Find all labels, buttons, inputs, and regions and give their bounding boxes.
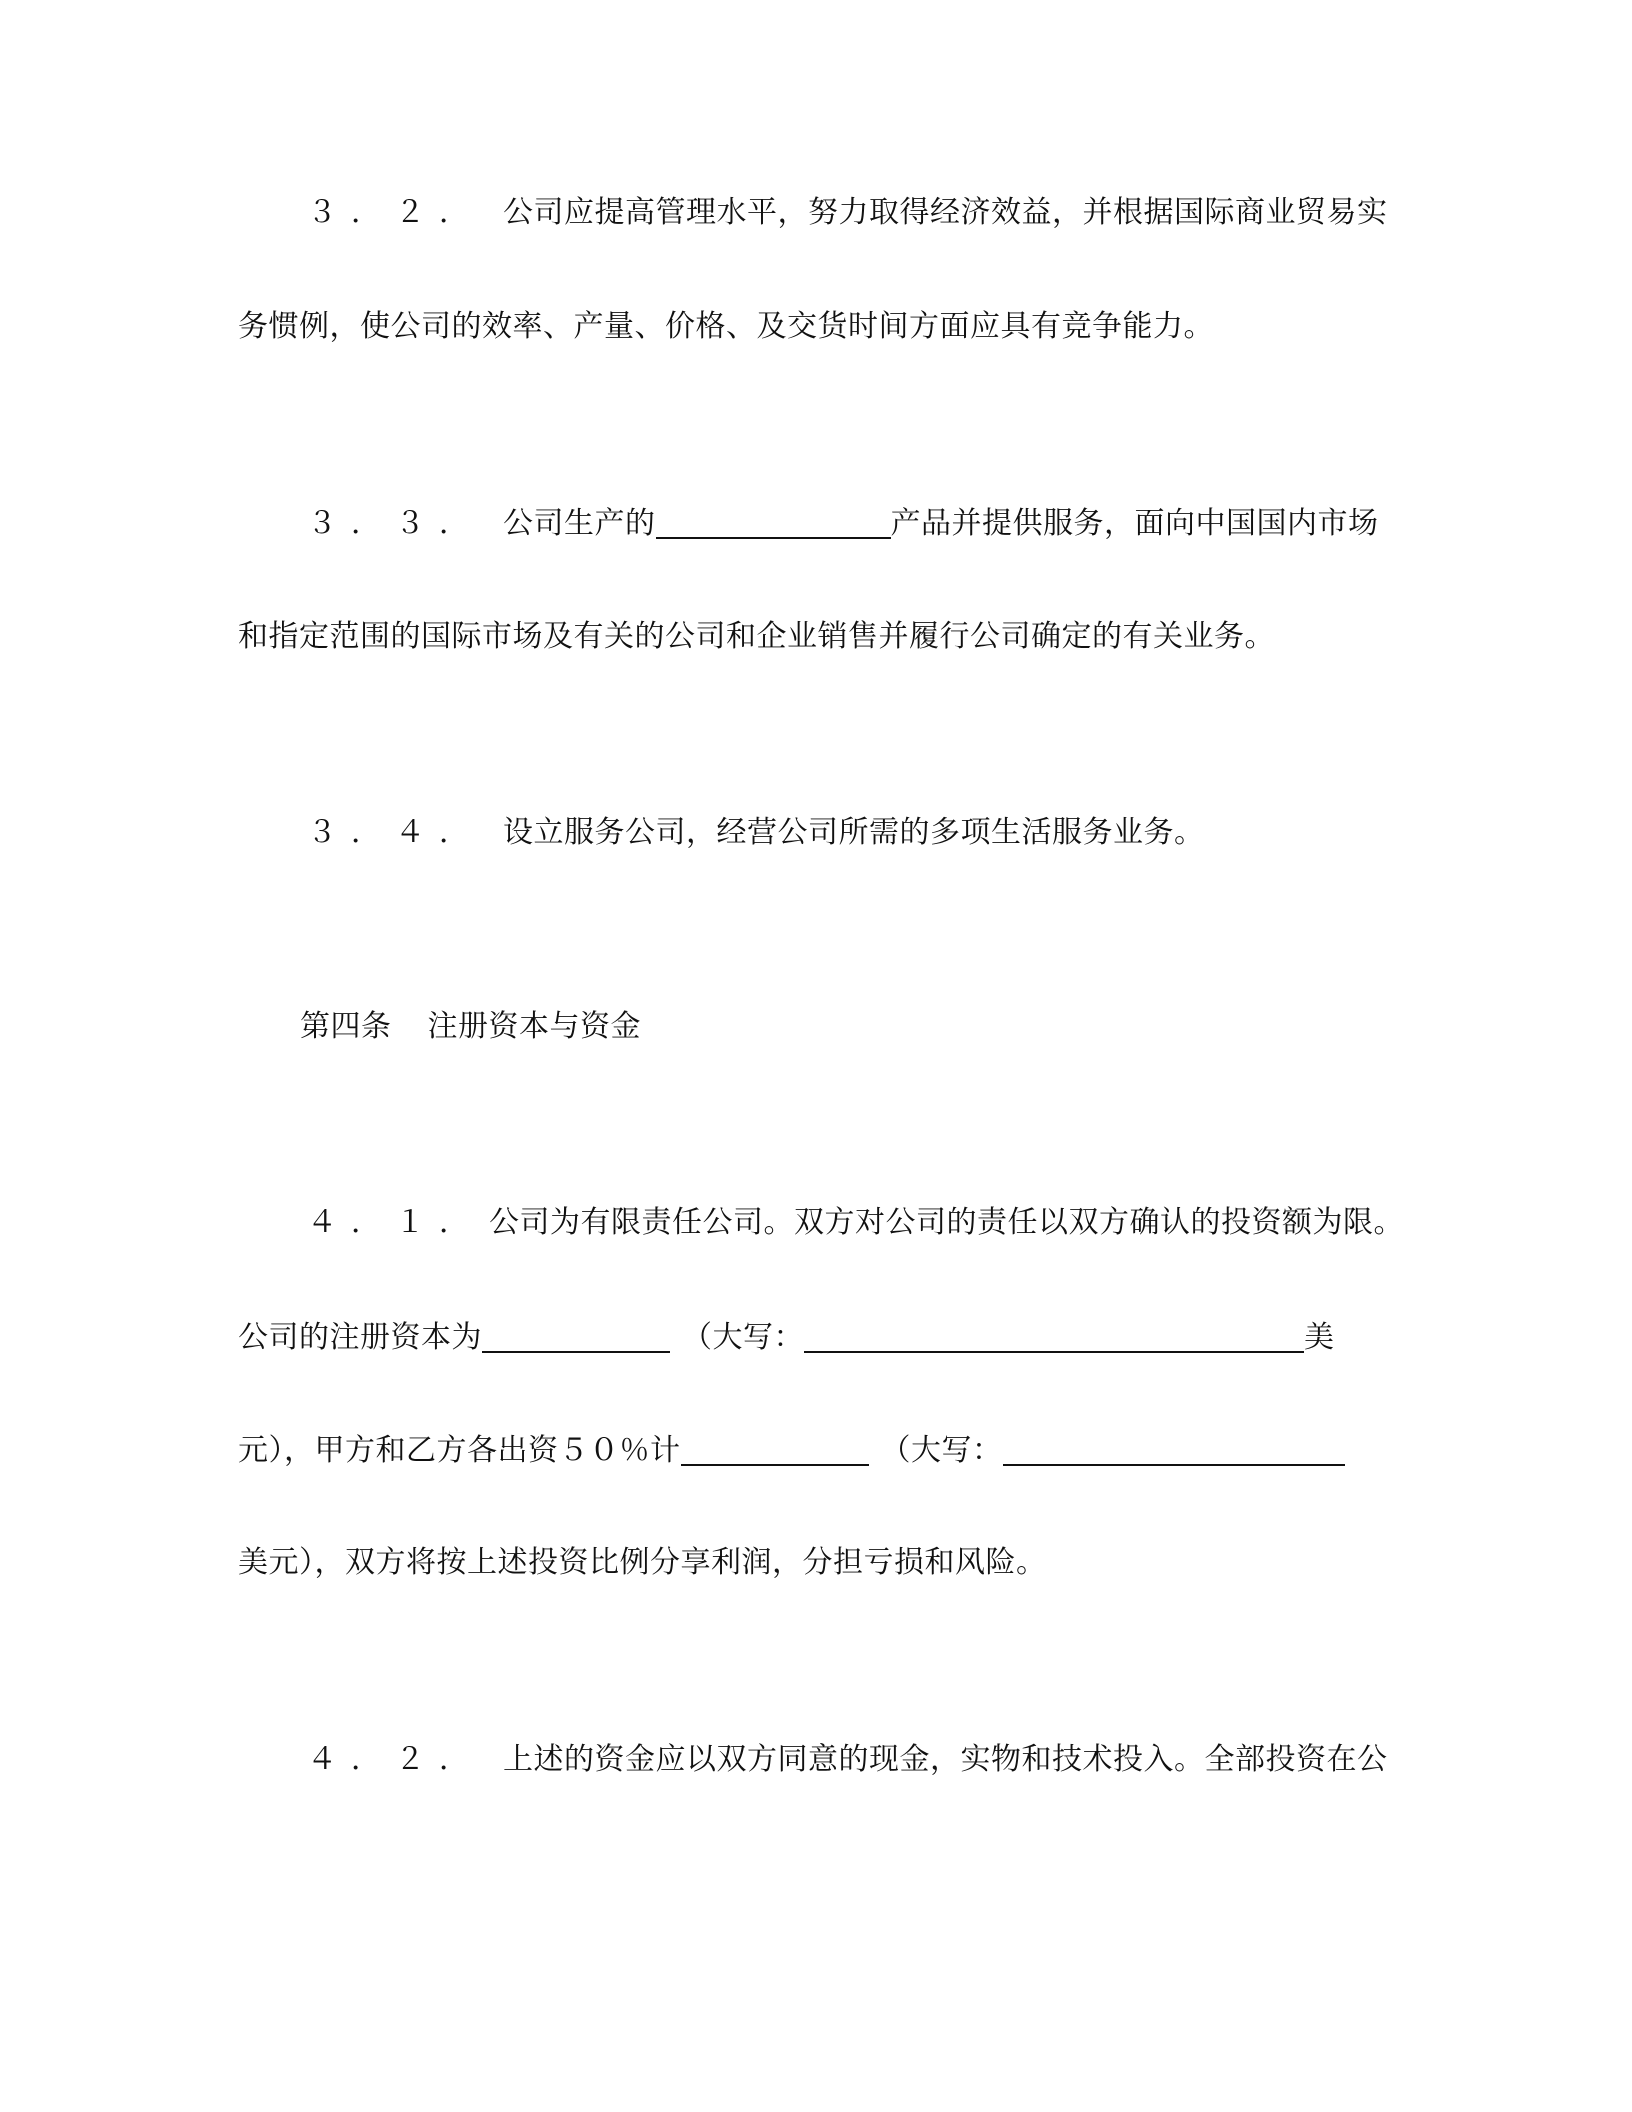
clause-text: 公司生产的 [503, 506, 656, 541]
clause-text: 美元），双方将按上述投资比例分享利润，分担亏损和风险。 [238, 1545, 1047, 1580]
clause-text: 产品并提供服务，面向中国国内市场 [890, 506, 1379, 541]
clause-text: 设立服务公司，经营公司所需的多项生活服务业务。 [503, 815, 1205, 850]
clause-text: 和指定范围的国际市场及有关的公司和企业销售并履行公司确定的有关业务。 [238, 619, 1275, 654]
article-number: 第四条 [300, 1009, 392, 1044]
clause-text: 公司为有限责任公司。双方对公司的责任以双方确认的投资额为限。 [489, 1205, 1404, 1240]
clause-4-1-line-1 [307, 1203, 1404, 1243]
clause-text: （大写： [682, 1320, 804, 1355]
article-title: 注册资本与资金 [427, 1009, 641, 1044]
clause-number: ３．３． [307, 506, 483, 541]
clause-text: （大写： [880, 1433, 1003, 1468]
contribution-in-words-blank-field[interactable] [1003, 1430, 1345, 1466]
product-blank-field[interactable] [656, 503, 891, 539]
contribution-blank-field[interactable] [681, 1430, 869, 1466]
clause-3-2-line-1 [307, 193, 1388, 233]
clause-number: ４．２． [307, 1742, 483, 1777]
clause-text: 公司应提高管理水平，努力取得经济效益，并根据国际商业贸易实 [503, 195, 1388, 230]
clause-text: 美 [1304, 1320, 1335, 1355]
clause-text: 公司的注册资本为 [238, 1320, 482, 1355]
clause-4-1-line-4 [238, 1543, 1047, 1583]
clause-4-2-line-1 [307, 1740, 1388, 1780]
clause-number: ３．４． [307, 815, 483, 850]
clause-3-3-line-1 [307, 503, 1379, 544]
clause-text: 上述的资金应以双方同意的现金，实物和技术投入。全部投资在公 [503, 1742, 1388, 1777]
clause-3-3-line-2 [238, 617, 1275, 657]
registered-capital-blank-field[interactable] [482, 1317, 670, 1353]
capital-in-words-blank-field[interactable] [804, 1317, 1304, 1353]
clause-text: 务惯例，使公司的效率、产量、价格、及交货时间方面应具有竞争能力。 [238, 309, 1214, 344]
clause-4-1-line-3 [238, 1430, 1345, 1471]
clause-3-4-line-1 [307, 813, 1205, 853]
clause-text: 元），甲方和乙方各出资５０％计 [238, 1433, 681, 1468]
article-4-heading [300, 1007, 641, 1047]
clause-number: ３．２． [307, 195, 483, 230]
clause-4-1-line-2 [238, 1317, 1335, 1358]
clause-3-2-line-2 [238, 307, 1214, 347]
clause-number: ４．１． [307, 1205, 483, 1240]
